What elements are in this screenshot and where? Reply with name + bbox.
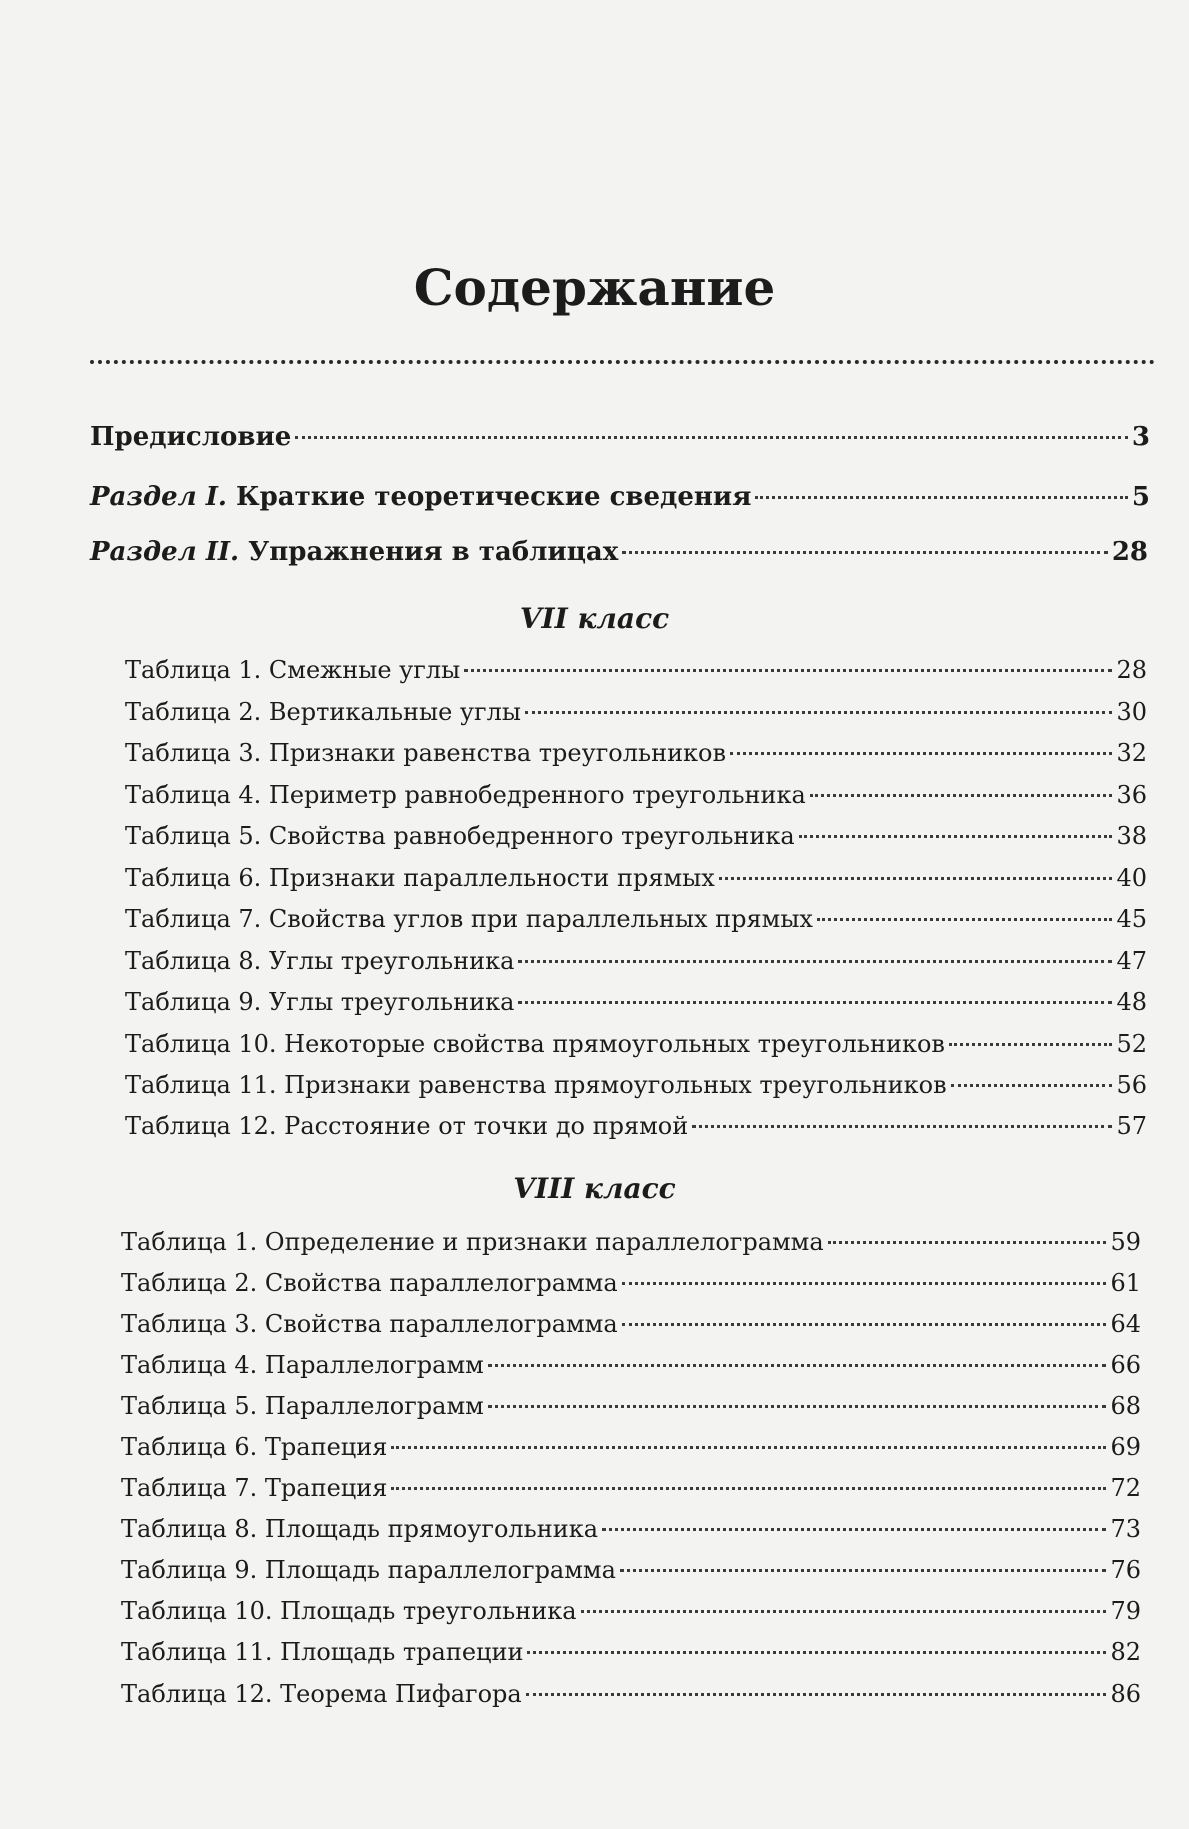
- page-number: 69: [1110, 1433, 1141, 1461]
- dot-leader: [518, 960, 1112, 963]
- section-heading-vii: VII класс: [519, 602, 670, 635]
- page-number: 45: [1116, 905, 1147, 933]
- page-number: 36: [1116, 781, 1147, 809]
- page-number: 56: [1116, 1071, 1147, 1099]
- dot-leader: [799, 835, 1113, 838]
- toc-entry[interactable]: [121, 1392, 1141, 1420]
- toc-entry[interactable]: [125, 822, 1147, 850]
- toc-entry[interactable]: [125, 1030, 1147, 1058]
- entry-title: Таблица 11. Площадь трапеции: [121, 1638, 524, 1666]
- page-number: 40: [1116, 864, 1147, 892]
- entry-title: Таблица 2. Вертикальные углы: [125, 698, 521, 726]
- page-number: 68: [1110, 1392, 1141, 1420]
- entry-prefix: Раздел II.: [90, 537, 240, 567]
- entry-title: Краткие теоретические сведения: [226, 482, 752, 512]
- page-number: 38: [1116, 822, 1147, 850]
- entry-title: Таблица 5. Свойства равнобедренного треугольника: [125, 822, 795, 850]
- page-number: 5: [1131, 482, 1150, 512]
- entry-title: Таблица 9. Углы треугольника: [125, 988, 515, 1016]
- toc-entry[interactable]: [121, 1597, 1141, 1625]
- toc-entry[interactable]: [121, 1269, 1141, 1297]
- page-number: 64: [1110, 1310, 1141, 1338]
- entry-title: Таблица 2. Свойства параллелограмма: [121, 1269, 618, 1297]
- page-number: 52: [1116, 1030, 1147, 1058]
- page-number: 73: [1110, 1515, 1141, 1543]
- page-number: 47: [1116, 947, 1147, 975]
- dot-leader: [488, 1364, 1107, 1367]
- entry-title: Таблица 11. Признаки равенства прямоугольных треугольников: [125, 1071, 947, 1099]
- entry-title: Предисловие: [90, 422, 292, 452]
- dot-leader: [488, 1405, 1107, 1408]
- toc-entry[interactable]: [125, 988, 1147, 1016]
- dot-leader: [391, 1487, 1106, 1490]
- toc-entry[interactable]: [125, 739, 1147, 767]
- entry-title: Таблица 3. Признаки равенства треугольников: [125, 739, 727, 767]
- page-number: 76: [1110, 1556, 1141, 1584]
- page-number: 28: [1116, 656, 1147, 684]
- page-number: 86: [1110, 1680, 1141, 1708]
- dot-leader: [526, 1693, 1107, 1696]
- dot-leader: [602, 1528, 1106, 1531]
- page-title: Содержание: [413, 258, 776, 317]
- toc-entry[interactable]: [125, 905, 1147, 933]
- dot-leader: [810, 794, 1113, 797]
- dot-leader: [692, 1125, 1112, 1128]
- dot-leader: [828, 1241, 1107, 1244]
- entry-title: Таблица 8. Площадь прямоугольника: [121, 1515, 598, 1543]
- toc-entry[interactable]: [121, 1433, 1141, 1461]
- page-number: 61: [1110, 1269, 1141, 1297]
- dot-leader: [527, 1651, 1106, 1654]
- page-number: 59: [1110, 1228, 1141, 1256]
- page-number: 48: [1116, 988, 1147, 1016]
- toc-main-entry-section-2[interactable]: [90, 537, 1148, 567]
- entry-title: Таблица 3. Свойства параллелограмма: [121, 1310, 618, 1338]
- dot-leader: [581, 1610, 1107, 1613]
- toc-entry[interactable]: [125, 698, 1147, 726]
- entry-title: Таблица 9. Площадь параллелограмма: [121, 1556, 616, 1584]
- dot-leader: [951, 1084, 1113, 1087]
- toc-entry[interactable]: [125, 781, 1147, 809]
- dot-leader: [730, 752, 1112, 755]
- entry-title: Таблица 8. Углы треугольника: [125, 947, 515, 975]
- page-number: 72: [1110, 1474, 1141, 1502]
- entry-title: Упражнения в таблицах: [239, 537, 619, 567]
- dot-leader: [518, 1001, 1112, 1004]
- dot-leader: [525, 711, 1112, 714]
- toc-entry[interactable]: [125, 864, 1147, 892]
- entry-prefix: Раздел I.: [90, 482, 227, 512]
- entry-title: Таблица 12. Теорема Пифагора: [121, 1680, 522, 1708]
- toc-main-entry-section-1[interactable]: [90, 482, 1150, 512]
- entry-title: Таблица 7. Трапеция: [121, 1474, 388, 1502]
- entry-title: Таблица 6. Признаки параллельности прямых: [125, 864, 715, 892]
- entry-title: Таблица 4. Периметр равнобедренного треугольника: [125, 781, 806, 809]
- toc-entry[interactable]: [121, 1228, 1141, 1256]
- toc-entry[interactable]: [121, 1474, 1141, 1502]
- toc-entry[interactable]: [125, 1112, 1147, 1140]
- dot-leader: [719, 877, 1113, 880]
- toc-entry[interactable]: [121, 1556, 1141, 1584]
- section-heading-viii: VIII класс: [513, 1172, 676, 1205]
- page-number: 82: [1110, 1638, 1141, 1666]
- entry-title: Таблица 1. Смежные углы: [125, 656, 461, 684]
- toc-entry[interactable]: [121, 1351, 1141, 1379]
- page-number: 3: [1131, 422, 1150, 452]
- dot-leader: [949, 1043, 1113, 1046]
- dot-leader: [622, 551, 1108, 554]
- page-number: 66: [1110, 1351, 1141, 1379]
- entry-title: Таблица 4. Параллелограмм: [121, 1351, 484, 1379]
- page-number: 57: [1116, 1112, 1147, 1140]
- toc-main-entry-preface[interactable]: [90, 422, 1150, 452]
- dot-leader: [620, 1569, 1107, 1572]
- dot-leader: [464, 669, 1112, 672]
- dot-leader: [391, 1446, 1106, 1449]
- toc-entry[interactable]: [121, 1515, 1141, 1543]
- toc-entry[interactable]: [121, 1310, 1141, 1338]
- entry-title: Таблица 6. Трапеция: [121, 1433, 388, 1461]
- title-divider: [90, 360, 1155, 364]
- page-number: 32: [1116, 739, 1147, 767]
- entry-title: Таблица 12. Расстояние от точки до прямой: [125, 1112, 689, 1140]
- toc-entry[interactable]: [125, 656, 1147, 684]
- entry-title: Таблица 10. Некоторые свойства прямоугольных треугольников: [125, 1030, 945, 1058]
- dot-leader: [622, 1323, 1107, 1326]
- toc-entry[interactable]: [125, 947, 1147, 975]
- page-number: 28: [1111, 537, 1148, 567]
- toc-entry[interactable]: [121, 1680, 1141, 1708]
- dot-leader: [755, 496, 1128, 499]
- dot-leader: [817, 918, 1112, 921]
- dot-leader: [622, 1282, 1107, 1285]
- page-number: 30: [1116, 698, 1147, 726]
- dot-leader: [295, 436, 1128, 439]
- entry-title: Таблица 1. Определение и признаки параллелограмма: [121, 1228, 824, 1256]
- toc-entry[interactable]: [121, 1638, 1141, 1666]
- entry-title: Таблица 5. Параллелограмм: [121, 1392, 484, 1420]
- page-number: 79: [1110, 1597, 1141, 1625]
- entry-title: Таблица 10. Площадь треугольника: [121, 1597, 577, 1625]
- toc-entry[interactable]: [125, 1071, 1147, 1099]
- entry-title: Таблица 7. Свойства углов при параллельных прямых: [125, 905, 813, 933]
